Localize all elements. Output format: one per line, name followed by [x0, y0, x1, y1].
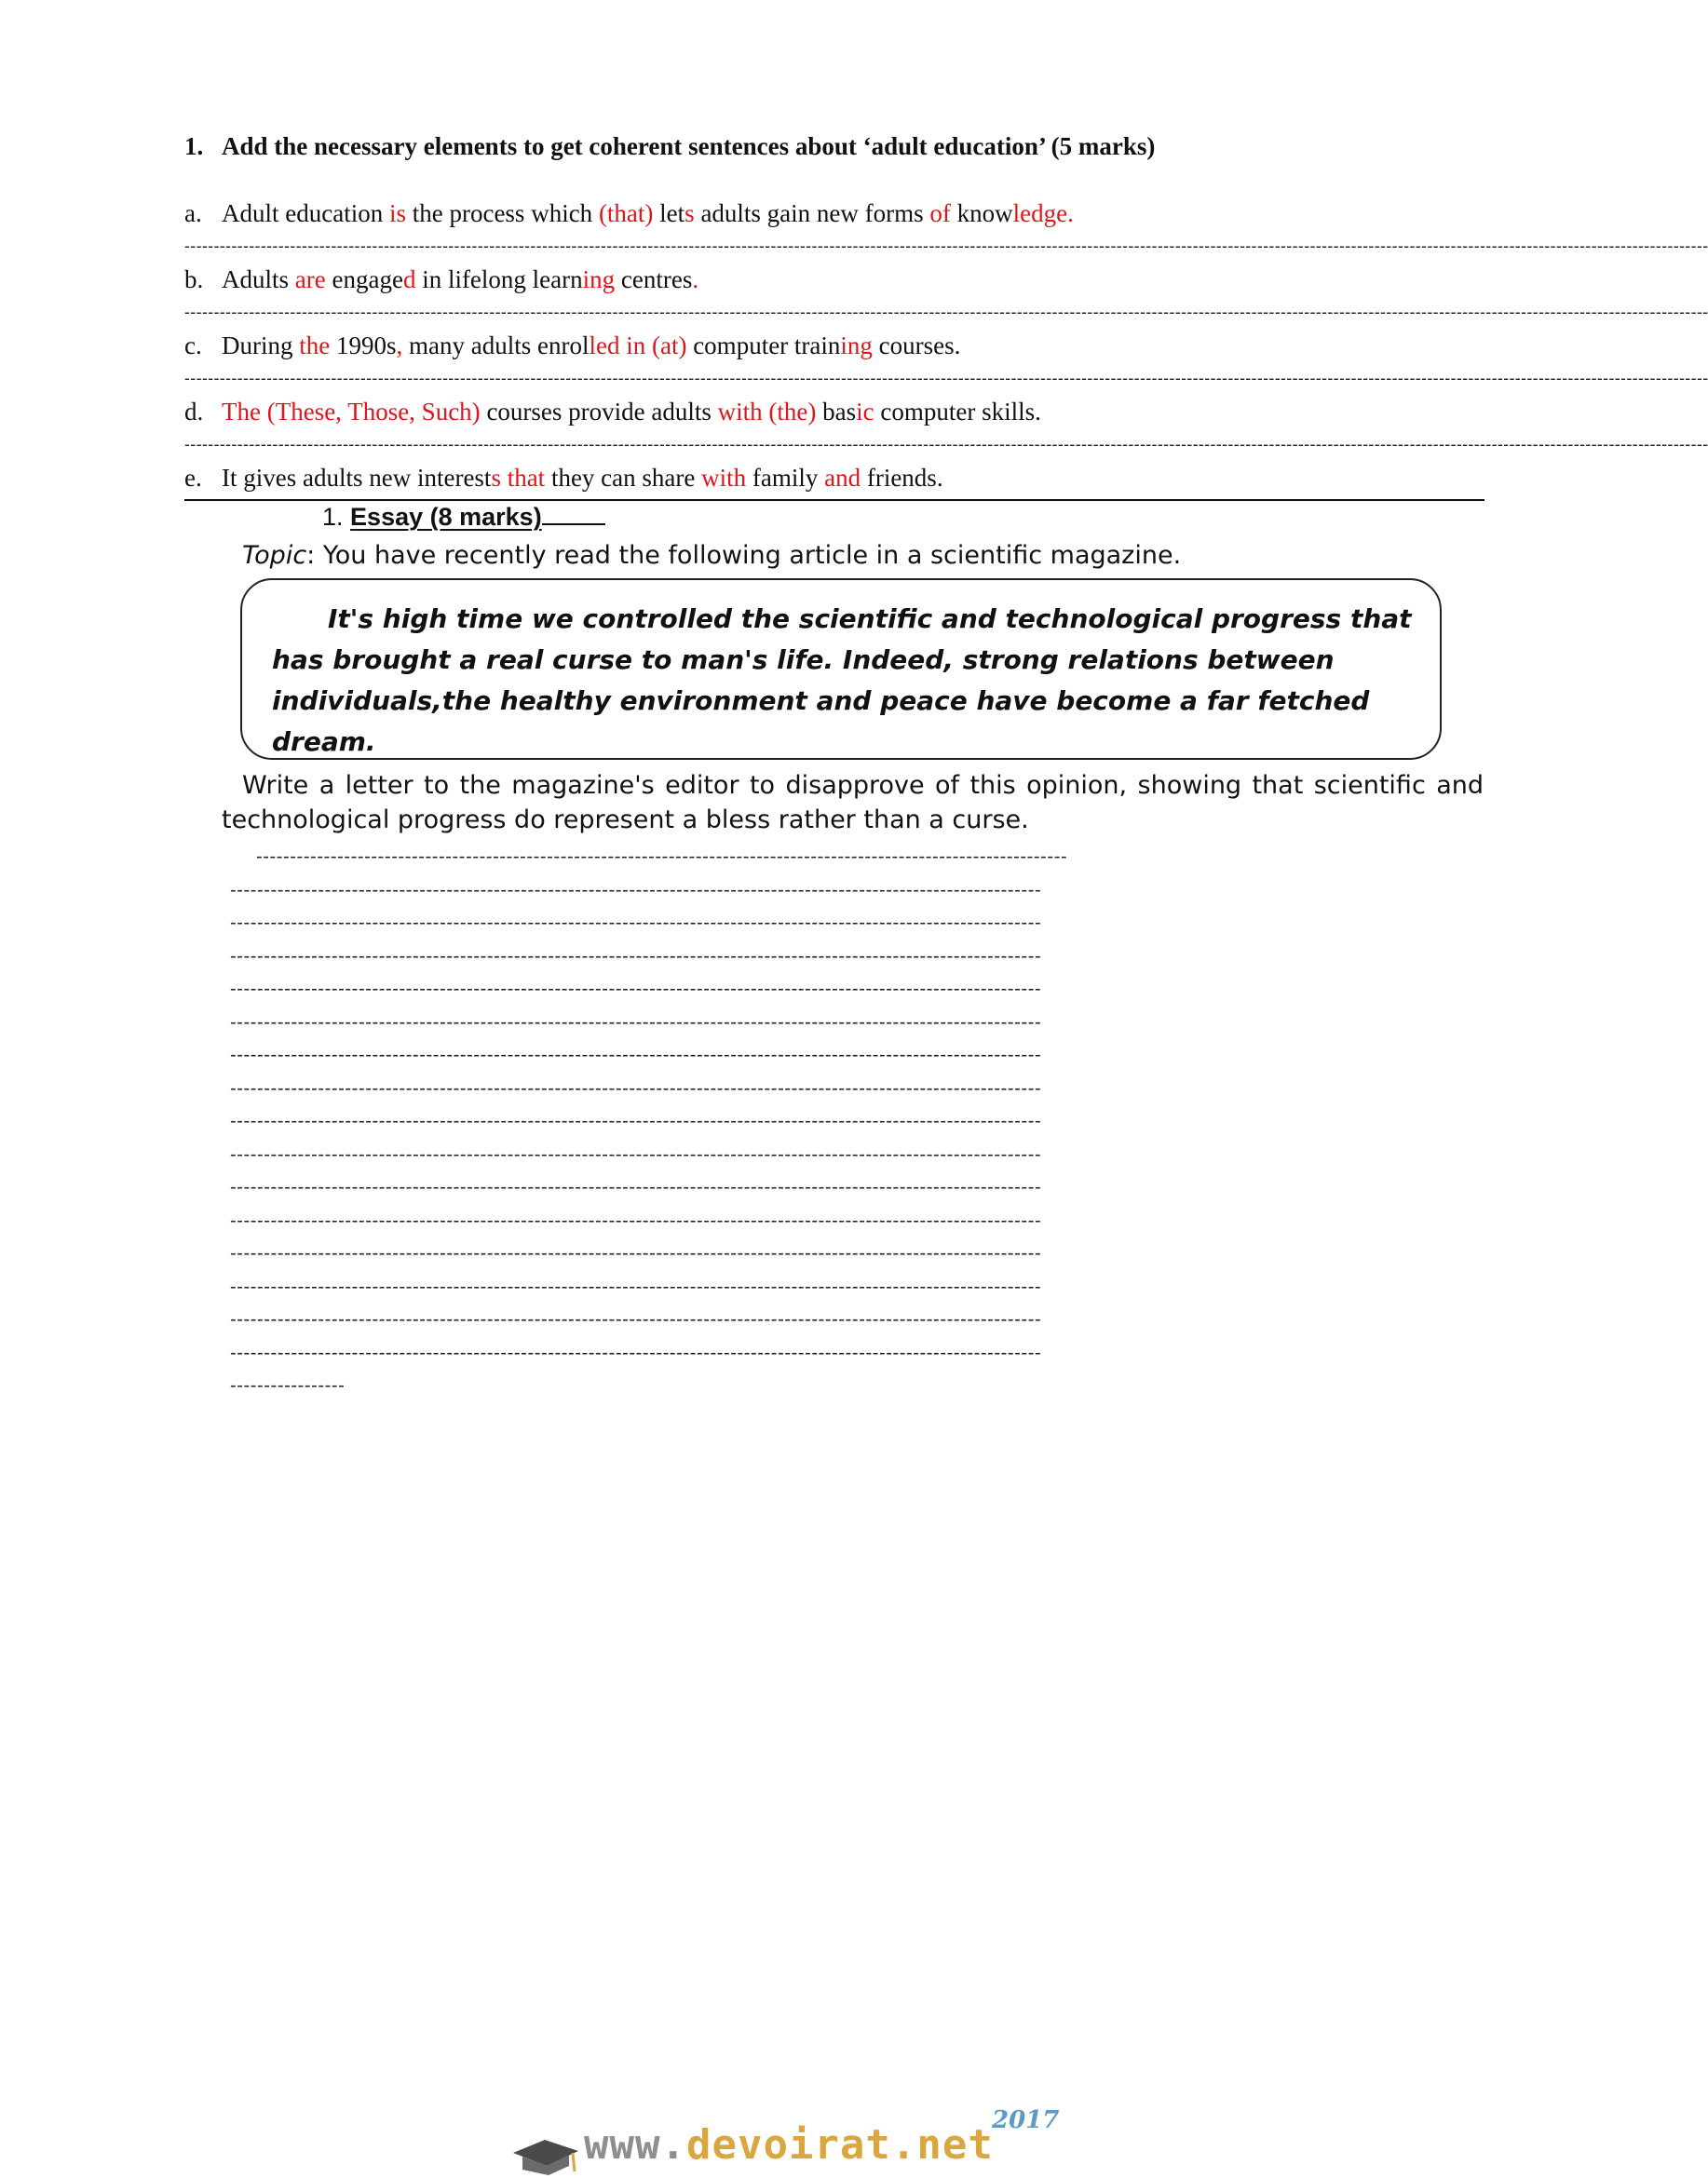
- sentence-text: courses.: [872, 331, 961, 359]
- inserted-answer: the: [299, 331, 331, 359]
- site-watermark-logo: [508, 2106, 1066, 2177]
- inserted-answer: ic: [856, 398, 874, 426]
- inserted-answer: with: [701, 464, 747, 492]
- sentence-letter: b.: [184, 265, 204, 293]
- writing-line: ------------------------------------------------------------------------------------------------------------------------: [230, 913, 1042, 933]
- watermark-year: 2017: [992, 2106, 1060, 2134]
- sentence-letter: c.: [184, 331, 202, 359]
- answer-dash-line: --------------------------------------------------------------------------------------------------------------------------------------------------------------------------------------------------------------------------------------------------------------------: [184, 435, 1708, 453]
- sentence-text: let: [653, 199, 685, 227]
- writing-line: ------------------------------------------------------------------------------------------------------------------------: [230, 1011, 1042, 1033]
- instruction-text: Write a letter to the magazine's editor to: [242, 771, 786, 800]
- inserted-answer: led in (at): [589, 331, 687, 359]
- article-quote-text: It's high time we controlled the scientific and technological progress that has brought a real curse to man's life. Indeed, strong relations between individuals,the healthy environment and peace have become a far fetched dream.: [272, 603, 1412, 757]
- sentence-letter: e.: [184, 464, 202, 492]
- sentence-text: bas: [816, 398, 857, 426]
- essay-writing-area[interactable]: [230, 841, 1366, 1403]
- essay-instructions: [222, 768, 1484, 837]
- sentence-text: friends.: [861, 464, 943, 492]
- writing-line: ------------------------------------------------------------------------------------------------------------------------: [230, 1143, 1042, 1165]
- inserted-answer: ing: [582, 265, 616, 293]
- sentence-a: [184, 199, 1470, 228]
- writing-line: ------------------------------------------------------------------------------------------------------------------------: [230, 1210, 1042, 1231]
- sentence-text: Adult education: [222, 199, 389, 227]
- sentence-letter: d.: [184, 398, 204, 426]
- writing-line: ------------------------------------------------------------------------------------------------------------------------: [230, 1276, 1042, 1297]
- topic-text: : You have recently read the following article in a scientific magazine.: [306, 541, 1182, 570]
- writing-line: ------------------------------------------------------------------------------------------------------------------------: [230, 1077, 1042, 1099]
- sentence-d: [184, 398, 1470, 426]
- sentence-e: [184, 464, 1470, 493]
- inserted-answer: s that: [491, 464, 546, 492]
- inserted-answer: are: [294, 265, 326, 293]
- sentence-text: many adults enrol: [402, 331, 590, 359]
- sentence-text: the process which: [405, 199, 599, 227]
- answer-dash-line: --------------------------------------------------------------------------------------------------------------------------------------------------------------------------------------------------------------------------------------------------------------------: [184, 369, 1708, 387]
- sentence-text: courses provide adults: [480, 398, 718, 426]
- inserted-answer: s: [685, 199, 695, 227]
- writing-line: ------------------------------------------------------------------------------------------------------------------------: [230, 1342, 1042, 1363]
- site-name: [584, 2121, 994, 2169]
- writing-line: ------------------------------------------------------------------------------------------------------------------------: [256, 846, 1068, 867]
- inserted-answer: and: [824, 464, 861, 492]
- inserted-answer: d: [402, 265, 416, 293]
- inserted-answer: (that): [598, 199, 654, 227]
- essay-title: Essay (8 marks): [350, 503, 542, 531]
- sentence-text: During: [222, 331, 300, 359]
- writing-line: ------------------------------------------------------------------------------------------------------------------------: [230, 1309, 1042, 1330]
- essay-title-underline: [542, 505, 605, 525]
- sentence-text: adults gain new forms: [694, 199, 930, 227]
- instruction-emphasis: disapprove of this opinion, showing that scientific and technological progress do represent a bless rather than a curse.: [222, 771, 1484, 834]
- sentence-text: they can share: [545, 464, 702, 492]
- writing-line: ------------------------------------------------------------------------------------------------------------------------: [230, 1243, 1042, 1264]
- inserted-answer: .: [692, 265, 699, 293]
- inserted-answer: ing: [840, 331, 873, 359]
- inserted-answer: is: [388, 199, 406, 227]
- site-domain: devoirat.net: [685, 2121, 994, 2169]
- essay-heading: [322, 503, 605, 532]
- writing-line: ------------------------------------------------------------------------------------------------------------------------: [230, 979, 1042, 999]
- mortarboard-icon: [508, 2121, 582, 2177]
- topic-label: Topic: [242, 541, 307, 570]
- essay-number: 1.: [322, 503, 344, 531]
- article-quote-box: [240, 578, 1442, 760]
- sentence-text: engage: [325, 265, 403, 293]
- sentence-b: [184, 265, 1470, 294]
- exercise-title-text: Add the necessary elements to get coherent sentences about ‘adult education’ (5 marks): [222, 132, 1156, 160]
- writing-line: ------------------------------------------------------------------------------------------------------------------------: [230, 879, 1042, 900]
- section-divider: [184, 499, 1484, 501]
- sentence-text: computer skills.: [874, 398, 1041, 426]
- inserted-answer: The (These, Those, Such): [222, 398, 481, 426]
- writing-line: ------------------------------------------------------------------------------------------------------------------------: [230, 1045, 1042, 1065]
- exercise-1-title: [184, 132, 1395, 161]
- sentence-c: [184, 331, 1470, 360]
- sentence-text: know: [950, 199, 1013, 227]
- exercise-number: 1.: [184, 132, 204, 160]
- inserted-answer: of: [929, 199, 951, 227]
- sentence-text: family: [746, 464, 825, 492]
- sentence-text: centres: [615, 265, 693, 293]
- inserted-answer: ledge.: [1012, 199, 1074, 227]
- sentence-text: 1990s: [330, 331, 397, 359]
- inserted-answer: ,: [396, 331, 403, 359]
- sentence-letter: a.: [184, 199, 202, 227]
- inserted-answer: with (the): [717, 398, 817, 426]
- answer-dash-line: --------------------------------------------------------------------------------------------------------------------------------------------------------------------------------------------------------------------------------------------------------------------: [184, 237, 1708, 255]
- site-prefix: www.: [584, 2121, 686, 2169]
- sentence-text: computer train: [686, 331, 841, 359]
- sentence-text: Adults: [222, 265, 295, 293]
- essay-topic: [242, 541, 1471, 570]
- writing-line: -----------------: [230, 1375, 346, 1396]
- writing-line: ------------------------------------------------------------------------------------------------------------------------: [230, 1177, 1042, 1197]
- writing-line: ------------------------------------------------------------------------------------------------------------------------: [230, 945, 1042, 967]
- sentence-text: in lifelong learn: [415, 265, 583, 293]
- writing-line: ------------------------------------------------------------------------------------------------------------------------: [230, 1111, 1042, 1131]
- sentence-text: It gives adults new interest: [222, 464, 492, 492]
- answer-dash-line: --------------------------------------------------------------------------------------------------------------------------------------------------------------------------------------------------------------------------------------------------------------------: [184, 303, 1708, 321]
